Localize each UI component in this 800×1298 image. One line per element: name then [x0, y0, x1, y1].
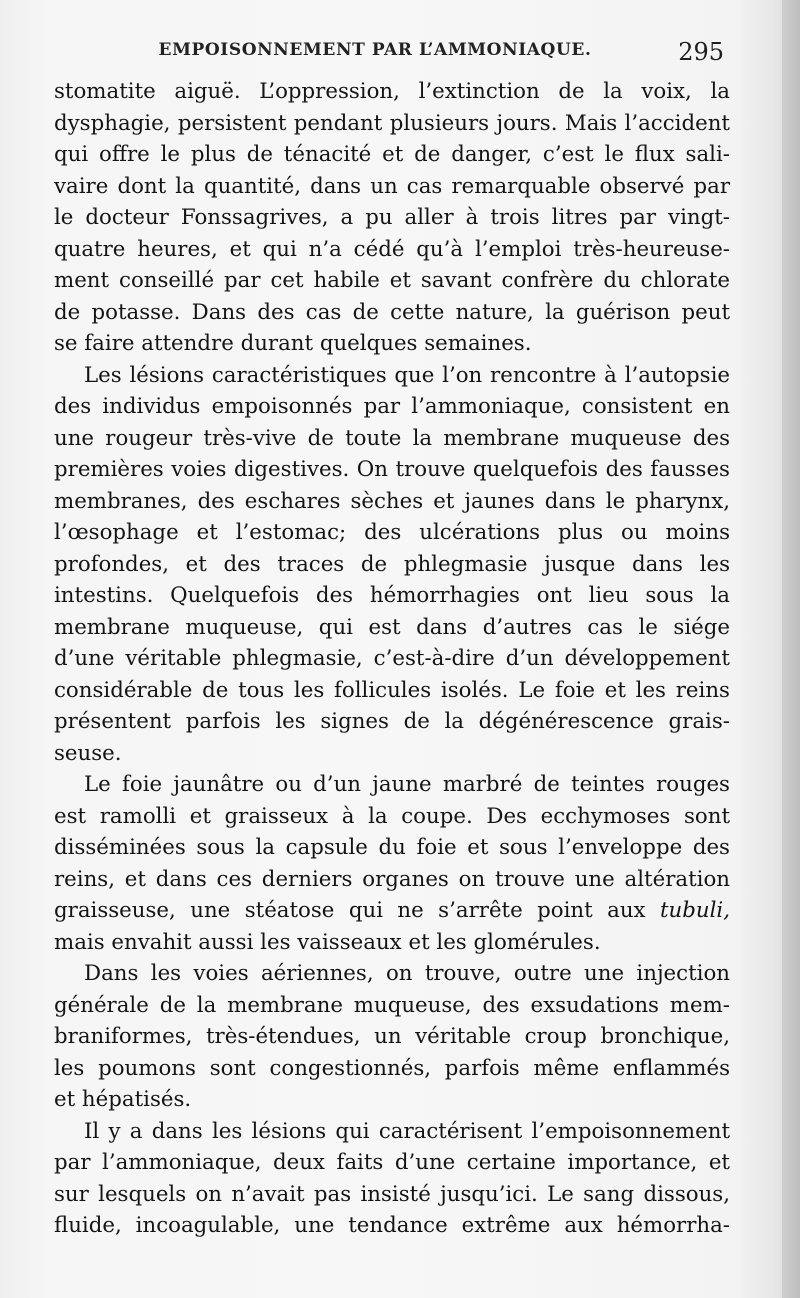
text-line: Les lésions caractéristiques que l’on rencontre à l’autopsie — [84, 362, 730, 388]
paragraph-3 — [54, 769, 730, 958]
page-header — [0, 38, 782, 70]
paragraph-5 — [54, 1116, 730, 1242]
text-line: Il y a dans les lésions qui caractérisent l’empoisonnement — [84, 1118, 730, 1144]
text-line-with-italic — [54, 895, 730, 927]
text-line: sur lesquels on n’avait pas insisté jusqu’ici. Le sang dissous, — [54, 1181, 730, 1207]
text-line: braniformes, très-étendues, un véritable croup bronchique, — [54, 1024, 730, 1049]
text-line: d’une véritable phlegmasie, c’est-à-dire d’un développement — [54, 646, 730, 671]
text-line: de potasse. Dans des cas de cette nature, la guérison peut — [54, 299, 730, 325]
running-title: EMPOISONNEMENT PAR L’AMMONIAQUE. — [158, 40, 592, 60]
text-line: l’œsophage et l’estomac; des ulcérations plus ou moins — [54, 520, 730, 545]
paragraph-2 — [54, 360, 730, 770]
text-segment: graisseuse, une stéatose qui ne s’arrête point aux — [54, 898, 660, 923]
text-line: le docteur Fonssagrives, a pu aller à trois litres par vingt- — [54, 205, 730, 230]
text-line: Le foie jaunâtre ou d’un jaune marbré de teintes rouges — [84, 772, 730, 797]
text-line: dysphagie, persistent pendant plusieurs jours. Mais l’accident — [54, 110, 730, 136]
paragraph-4 — [54, 958, 730, 1116]
text-line: qui offre le plus de ténacité et de danger, c’est le flux sali- — [54, 142, 730, 167]
text-line: est ramolli et graisseux à la coupe. Des ecchymoses sont — [54, 803, 730, 829]
text-line: une rougeur très-vive de toute la membrane muqueuse des — [54, 425, 730, 451]
paragraph-1 — [54, 76, 730, 360]
page-number: 295 — [678, 38, 724, 66]
text-line: ment conseillé par cet habile et savant confrère du chlorate — [54, 268, 730, 293]
text-line: les poumons sont congestionnés, parfois même enflammés — [54, 1055, 730, 1081]
text-line: intestins. Quelquefois des hémorrhagies ont lieu sous la — [54, 583, 730, 608]
text-line: se faire attendre durant quelques semaines. — [54, 331, 532, 356]
text-line: et hépatisés. — [54, 1087, 192, 1112]
text-line: quatre heures, et qui n’a cédé qu’à l’emploi très-heureuse- — [54, 236, 730, 262]
text-line: seuse. — [54, 740, 122, 766]
text-line: des individus empoisonnés par l’ammoniaque, consistent en — [54, 394, 730, 419]
text-line: présentent parfois les signes de la dégénérescence grais- — [54, 709, 730, 734]
text-line: membrane muqueuse, qui est dans d’autres cas le siége — [54, 614, 730, 640]
text-line: fluide, incoagulable, une tendance extrême aux hémorrha- — [54, 1213, 730, 1238]
text-line: membranes, des eschares sèches et jaunes dans le pharynx, — [54, 488, 730, 514]
text-line: premières voies digestives. On trouve quelquefois des fausses — [54, 457, 730, 482]
text-line: stomatite aiguë. L’oppression, l’extinction de la voix, la — [54, 79, 730, 104]
text-line: Dans les voies aériennes, on trouve, outre une injection — [84, 961, 730, 986]
text-line: générale de la membrane muqueuse, des exsudations mem- — [54, 992, 730, 1018]
italic-word: tubuli, — [659, 898, 730, 923]
text-line: disséminées sous la capsule du foie et sous l’enveloppe des — [54, 835, 730, 860]
text-line: considérable de tous les follicules isolés. Le foie et les reins — [54, 677, 730, 703]
text-line: par l’ammoniaque, deux faits d’une certaine importance, et — [54, 1150, 730, 1175]
text-line: mais envahit aussi les vaisseaux et les glomérules. — [54, 929, 601, 955]
text-line: vaire dont la quantité, dans un cas remarquable observé par — [54, 173, 730, 199]
body-text — [54, 76, 730, 1242]
text-line: reins, et dans ces derniers organes on trouve une altération — [54, 866, 730, 892]
text-line: profondes, et des traces de phlegmasie jusque dans les — [54, 551, 730, 577]
page-edge-shadow — [782, 0, 800, 1298]
